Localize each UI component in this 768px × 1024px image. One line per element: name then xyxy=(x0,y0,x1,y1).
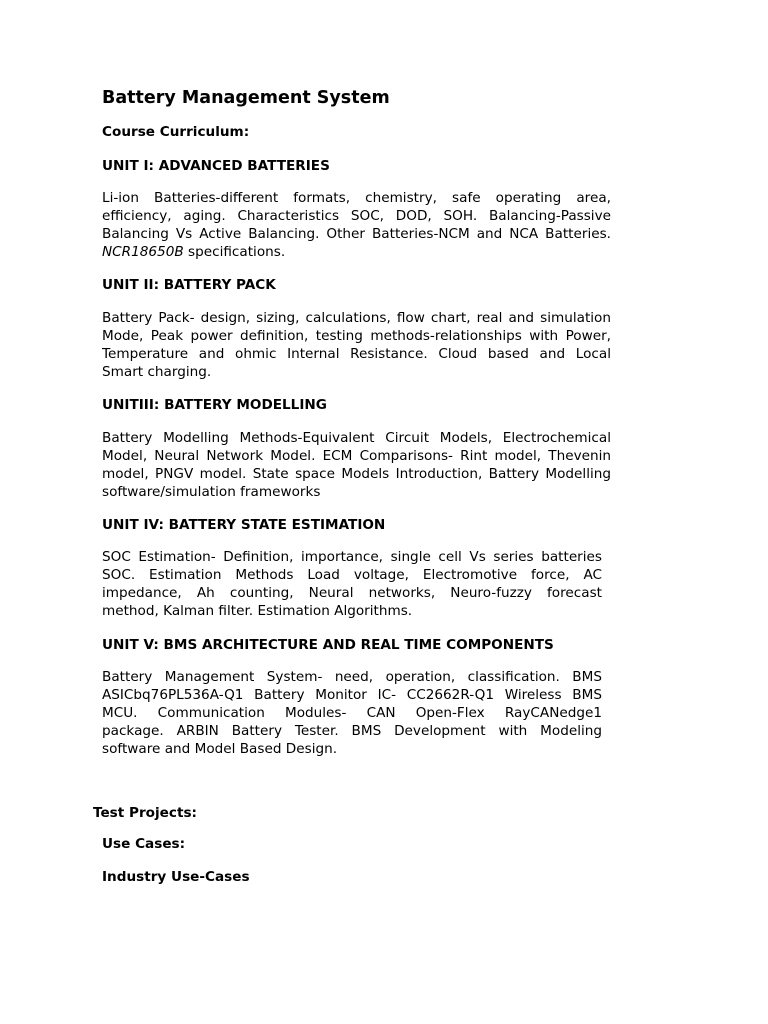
test-projects-label: Test Projects: xyxy=(93,805,197,821)
document-title: Battery Management System xyxy=(102,88,390,108)
unit-3-line-1: Battery Modelling Methods-Equivalent Circuit Models, Electrochemical xyxy=(102,430,611,446)
unit-1-line-1: Li-ion Batteries-different formats, chemistry, safe operating area, xyxy=(102,190,611,206)
unit-5-line-5: software and Model Based Design. xyxy=(102,741,338,758)
unit-5-line-4: package. ARBIN Battery Tester. BMS Development with Modeling xyxy=(102,723,602,740)
use-cases-label: Use Cases: xyxy=(102,836,186,852)
unit-2-line-1: Battery Pack- design, sizing, calculations, flow chart, real and simulation xyxy=(102,310,611,326)
course-curriculum-label: Course Curriculum: xyxy=(102,124,250,140)
unit-5-heading: UNIT V: BMS ARCHITECTURE AND REAL TIME COMPONENTS xyxy=(102,637,554,653)
unit-2-description xyxy=(102,309,611,381)
unit-1-line-4-text: specifications. xyxy=(188,244,286,261)
unit-3-description xyxy=(102,429,611,501)
unit-4-description xyxy=(102,548,602,620)
unit-5-description xyxy=(102,668,602,758)
unit-3-heading: UNITIII: BATTERY MODELLING xyxy=(102,397,327,413)
unit-1-description xyxy=(102,189,611,261)
unit-5-line-2: ASICbq76PL536A-Q1 Battery Monitor IC- CC2662R-Q1 Wireless BMS xyxy=(102,687,602,704)
unit-1-line-4 xyxy=(102,243,611,261)
unit-5-line-1: Battery Management System- need, operation, classification. BMS xyxy=(102,669,602,685)
unit-4-line-4: method, Kalman filter. Estimation Algorithms. xyxy=(102,603,413,620)
unit-5-line-3: MCU. Communication Modules- CAN Open-Flex RayCANedge1 xyxy=(102,705,602,722)
unit-2-line-4: Smart charging. xyxy=(102,364,212,381)
unit-2-heading: UNIT II: BATTERY PACK xyxy=(102,277,276,293)
unit-2-line-2: Mode, Peak power definition, testing methods-relationships with Power, xyxy=(102,328,611,345)
industry-use-cases-label: Industry Use-Cases xyxy=(102,869,250,885)
unit-1-italic-term: NCR18650B xyxy=(102,244,184,261)
unit-1-line-2: efficiency, aging. Characteristics SOC, DOD, SOH. Balancing-Passive xyxy=(102,208,611,225)
unit-4-heading: UNIT IV: BATTERY STATE ESTIMATION xyxy=(102,517,386,533)
unit-1-line-3: Balancing Vs Active Balancing. Other Batteries-NCM and NCA Batteries. xyxy=(102,226,611,243)
unit-3-line-4: software/simulation frameworks xyxy=(102,484,321,501)
unit-3-line-3: model, PNGV model. State space Models Introduction, Battery Modelling xyxy=(102,466,611,483)
unit-1-heading: UNIT I: ADVANCED BATTERIES xyxy=(102,158,330,174)
unit-4-line-1: SOC Estimation- Definition, importance, single cell Vs series batteries xyxy=(102,549,602,565)
unit-4-line-3: impedance, Ah counting, Neural networks, Neuro-fuzzy forecast xyxy=(102,585,602,602)
unit-4-line-2: SOC. Estimation Methods Load voltage, Electromotive force, AC xyxy=(102,567,602,584)
unit-2-line-3: Temperature and ohmic Internal Resistance. Cloud based and Local xyxy=(102,346,611,363)
unit-3-line-2: Model, Neural Network Model. ECM Comparisons- Rint model, Thevenin xyxy=(102,448,611,465)
